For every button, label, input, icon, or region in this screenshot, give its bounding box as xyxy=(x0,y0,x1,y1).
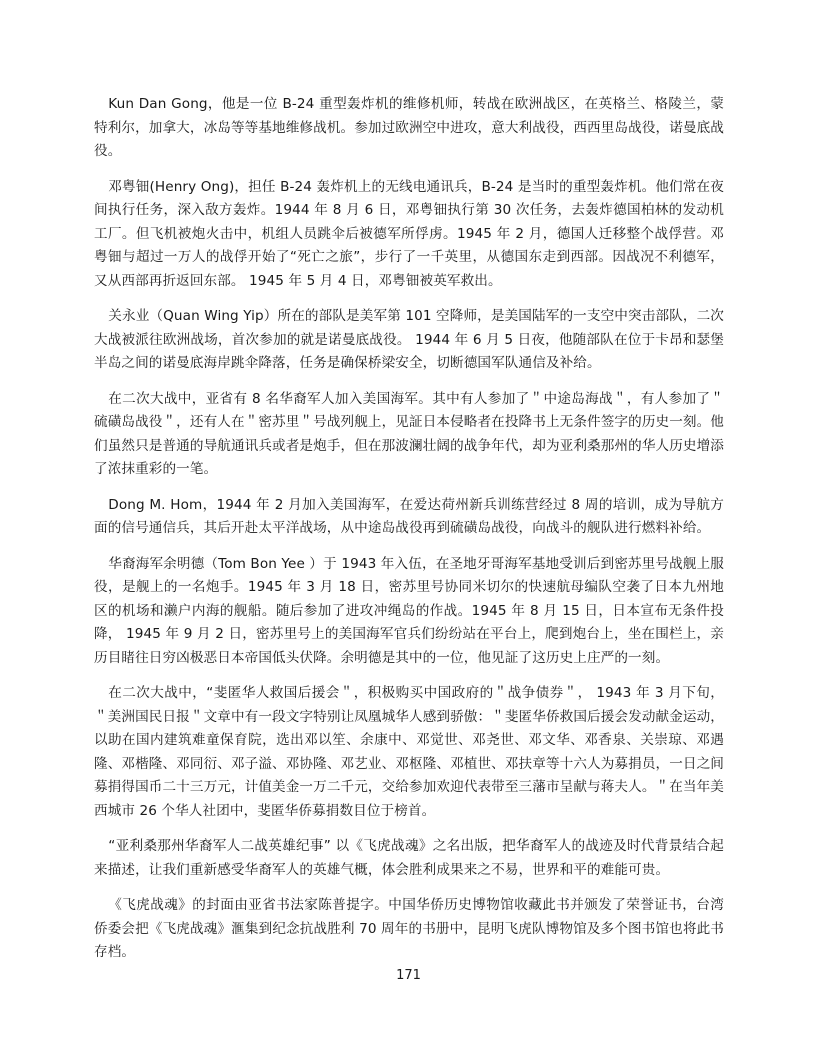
paragraph-navy-servicemen: 在二次大战中，亚省有 8 名华裔军人加入美国海军。其中有人参加了＂中途岛海战＂，有人参加了＂硫磺岛战役＂，还有人在＂密苏里＂号战列舰上，见証日本侵略者在投降书上无条件签字的历史一刻。他们虽然只是普通的导航通讯兵或者是炮手，但在那波澜壮阔的战争年代，却为亚利桑那州的华人历史增添了浓抹重彩的一笔。 xyxy=(94,390,724,477)
paragraph-dong-m-hom: Dong M. Hom，1944 年 2 月加入美国海军，在爱达荷州新兵训练营经过 8 周的培训，成为导航方面的信号通信兵，其后开赴太平洋战场，从中途岛战役再到硫磺岛战役，向战斗的舰队进行燃料补给。 xyxy=(94,496,724,536)
document-body xyxy=(94,93,724,977)
paragraph-quan-wing-yip: 关永业（Quan Wing Yip）所在的部队是美军第 101 空降师，是美国陆军的一支空中突击部队，二次大战被派往欧洲战场，首次参加的就是诺曼底战役。 1944 年 6 月 5 日夜，他随部队在位于卡昂和瑟堡半岛之间的诺曼底海岸跳伞降落，任务是确保桥梁安全，切断德国军队通信及补给。 xyxy=(94,308,724,371)
paragraph-henry-ong: 邓粤钿(Henry Ong)，担任 B-24 轰炸机上的无线电通讯兵，B-24 是当时的重型轰炸机。他们常在夜间执行任务，深入敌方轰炸。1944 年 8 月 6 日，邓粤钿执行第 30 次任务，去轰炸德国柏林的发动机工厂。但飞机被炮火击中，机组人员跳伞后被德军所俘虏。1945 年 2 月，德国人迁移整个战俘营。邓粤钿与超过一万人的战俘开始了“死亡之旅”，步行了一千英里，从德国东走到西部。因战况不利德军，又从西部再折返回东部。 1945 年 5 月 4 日，邓粤钿被英军救出。 xyxy=(94,178,724,289)
paragraph-tom-bon-yee: 华裔海军余明德（Tom Bon Yee ）于 1943 年入伍，在圣地牙哥海军基地受训后到密苏里号战舰上服役，是舰上的一名炮手。1945 年 3 月 18 日，密苏里号协同米切尔的快速航母编队空袭了日本九州地区的机场和濑户内海的舰船。随后参加了进攻冲绳岛的作战。1945 年 8 月 15 日，日本宣布无条件投降， 1945 年 9 月 2 日，密苏里号上的美国海军官兵们纷纷站在平台上，爬到炮台上，坐在围栏上，亲历目睹往日穷凶极恶日本帝国低头伏降。余明德是其中的一位，他见証了这历史上庄严的一刻。 xyxy=(94,555,724,666)
paragraph-kun-dan-gong: Kun Dan Gong，他是一位 B-24 重型轰炸机的维修机师，转战在欧洲战区，在英格兰、格陵兰，蒙特利尔，加拿大，冰岛等等基地维修战机。参加过欧洲空中进攻，意大利战役，西西里岛战役，诺曼底战役。 xyxy=(94,96,724,159)
page-number: 171 xyxy=(396,968,421,983)
paragraph-relief-association: 在二次大战中，“斐匿华人救国后援会＂，积极购买中国政府的＂战争债券＂， 1943 年 3 月下旬，＂美洲国民日报＂文章中有一段文字特别让凤凰城华人感到骄傲：＂斐匿华侨救国后援会发动献金运动，以助在国内建筑难童保育院，选出邓以笙、余康中、邓觉世、邓尧世、邓文华、邓香泉、关崇琼、邓遇隆、邓楷隆、邓同衍、邓子溢、邓协隆、邓艺业、邓枢隆、邓植世、邓扶章等十六人为募捐员，一日之间募捐得国币二十三万元，计值美金一万二千元，交给参加欢迎代表带至三藩市呈献与蒋夫人。＂在当年美西城市 26 个华人社团中，斐匿华侨募捐数目位于榜首。 xyxy=(94,685,724,819)
paragraph-book-cover: 《飞虎战魂》的封面由亚省书法家陈普提字。中国华侨历史博物馆收藏此书并颁发了荣誉证书，台湾侨委会把《飞虎战魂》滙集到纪念抗战胜利 70 周年的书册中，昆明飞虎队博物馆及多个图书馆也将此书存档。 xyxy=(94,897,724,960)
paragraph-book-publication: “亚利桑那州华裔军人二战英雄纪事” 以《飞虎战魂》之名出版，把华裔军人的战迹及时代背景结合起来描述，让我们重新感受华裔军人的英雄气概，体会胜利成果来之不易，世界和平的难能可贵。 xyxy=(94,838,724,878)
